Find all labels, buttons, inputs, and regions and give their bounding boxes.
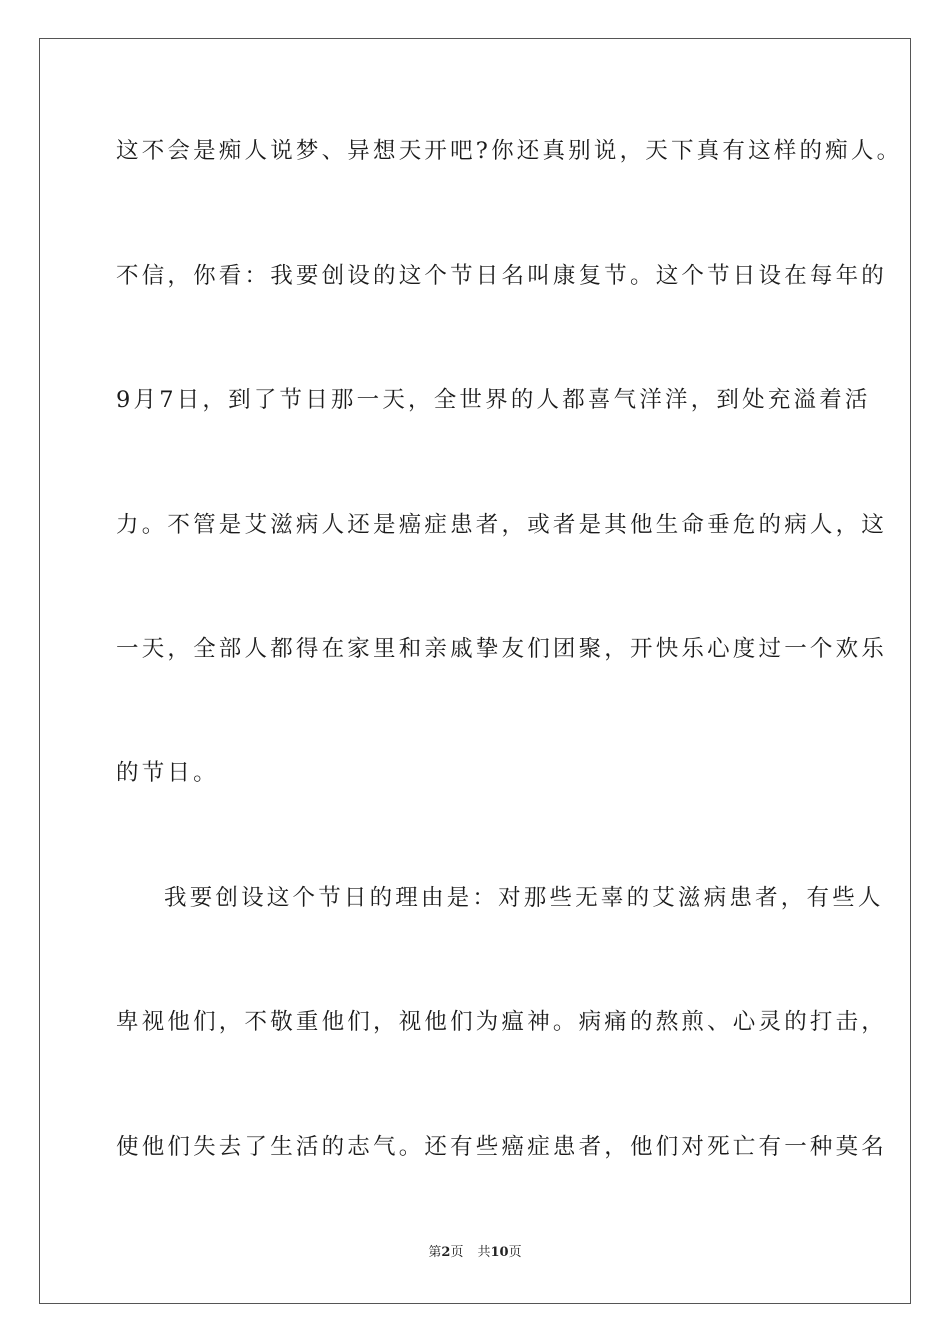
page-suffix: 页 [450,1245,464,1260]
page-border [39,38,911,1304]
text-line: 使他们失去了生活的志气。还有些癌症患者，他们对死亡有一种莫名 [116,1134,888,1160]
page-prefix: 第 [428,1245,442,1260]
text-line: 这不会是痴人说梦、异想天开吧?你还真别说，天下真有这样的痴人。 [116,138,903,164]
page-footer [0,1244,950,1262]
text-line: 不信，你看：我要创设的这个节日名叫康复节。这个节日设在每年的 [116,263,888,289]
text-line: 一天，全部人都得在家里和亲戚挚友们团聚，开快乐心度过一个欢乐 [116,636,888,662]
total-prefix: 共 [477,1245,491,1260]
paragraph-first-line: 我要创设这个节日的理由是：对那些无辜的艾滋病患者，有些人 [164,885,884,911]
text-line: 9月7日，到了节日那一天，全世界的人都喜气洋洋，到处充溢着活 [116,387,871,413]
total-page-count: 10 [490,1245,509,1260]
text-line: 力。不管是艾滋病人还是癌症患者，或者是其他生命垂危的病人，这 [116,512,888,538]
text-line: 卑视他们，不敬重他们，视他们为瘟神。病痛的熬煎、心灵的打击， [116,1009,888,1035]
total-suffix: 页 [508,1245,522,1260]
text-line: 的节日。 [116,760,219,786]
current-page-number: 2 [441,1245,451,1260]
